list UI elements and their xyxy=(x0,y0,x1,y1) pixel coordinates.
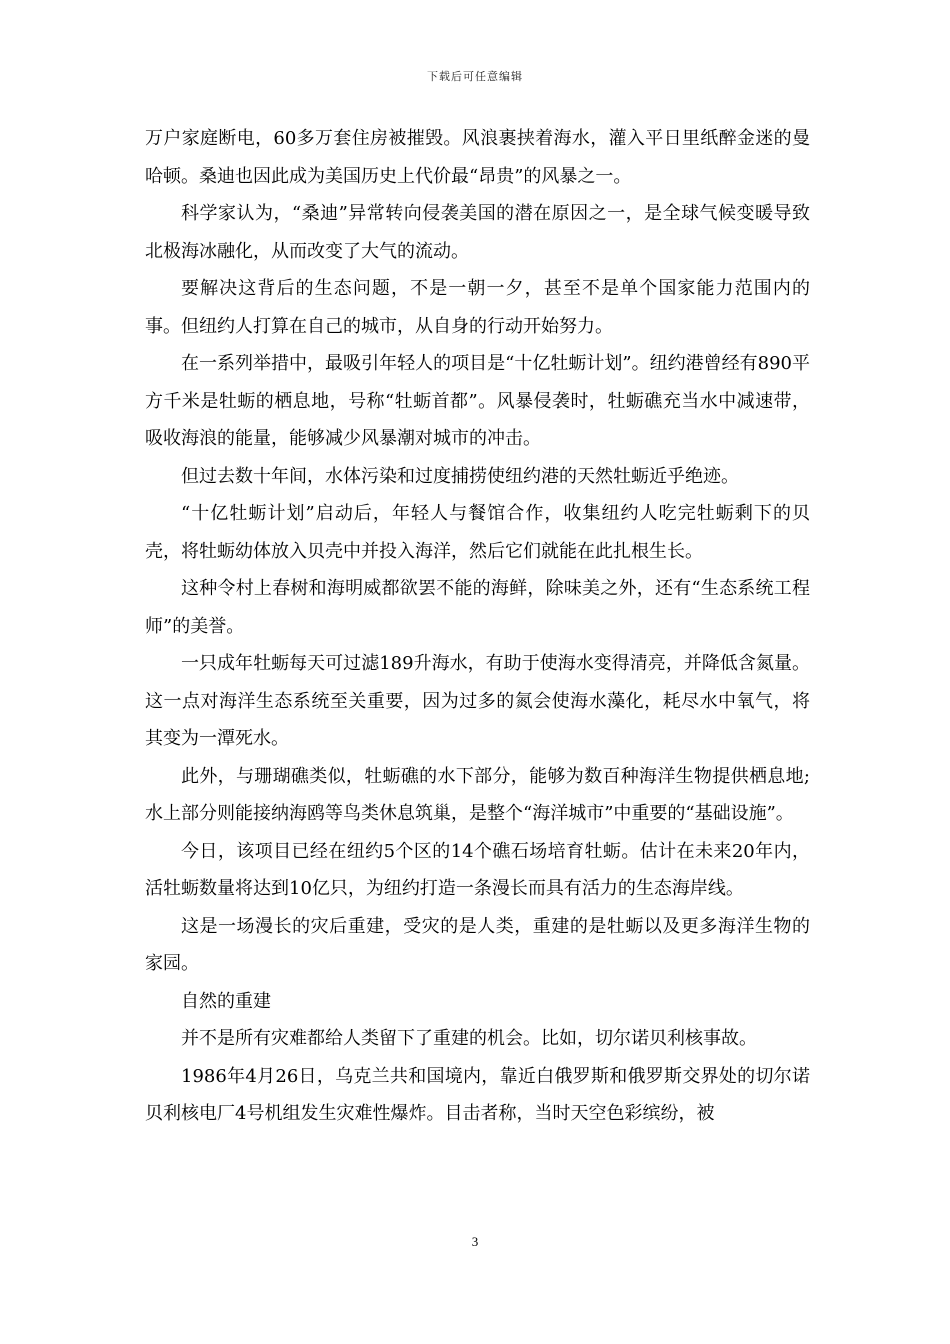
paragraph: 这是一场漫长的灾后重建，受灾的是人类，重建的是牡蛎以及更多海洋生物的家园。 xyxy=(145,915,810,974)
paragraph: 要解决这背后的生态问题，不是一朝一夕，甚至不是单个国家能力范围内的事。但纽约人打算在自己的城市，从自身的行动开始努力。 xyxy=(145,278,810,337)
section-heading: 自然的重建 xyxy=(181,990,271,1012)
paragraph: 万户家庭断电，60多万套住房被摧毁。风浪裹挟着海水，灌入平日里纸醉金迷的曼哈顿。桑迪也因此成为美国历史上代价最“昂贵”的风暴之一。 xyxy=(145,128,810,187)
body-text xyxy=(145,120,810,1133)
paragraph: 科学家认为，“桑迪”异常转向侵袭美国的潜在原因之一，是全球气候变暖导致北极海冰融化，从而改变了大气的流动。 xyxy=(145,203,810,262)
paragraph: “十亿牡蛎计划”启动后，年轻人与餐馆合作，收集纽约人吃完牡蛎剩下的贝壳，将牡蛎幼体放入贝壳中并投入海洋，然后它们就能在此扎根生长。 xyxy=(145,503,810,562)
paragraph: 在一系列举措中，最吸引年轻人的项目是“十亿牡蛎计划”。纽约港曾经有890平方千米是牡蛎的栖息地，号称“牡蛎首都”。风暴侵袭时，牡蛎礁充当水中减速带，吸收海浪的能量，能够减少风暴潮对城市的冲击。 xyxy=(145,353,810,449)
paragraph: 今日，该项目已经在纽约5个区的14个礁石场培育牡蛎。估计在未来20年内，活牡蛎数量将达到10亿只，为纽约打造一条漫长而具有活力的生态海岸线。 xyxy=(145,840,810,899)
page-number: 3 xyxy=(471,1234,479,1249)
paragraph: 并不是所有灾难都给人类留下了重建的机会。比如，切尔诺贝利核事故。 xyxy=(181,1028,757,1049)
paragraph: 但过去数十年间，水体污染和过度捕捞使纽约港的天然牡蛎近乎绝迹。 xyxy=(181,465,739,487)
paragraph: 一只成年牡蛎每天可过滤189升海水，有助于使海水变得清亮，并降低含氮量。这一点对海洋生态系统至关重要，因为过多的氮会使海水藻化，耗尽水中氧气，将其变为一潭死水。 xyxy=(145,653,810,749)
page-header: 下载后可任意编辑 xyxy=(427,70,523,83)
paragraph: 此外，与珊瑚礁类似，牡蛎礁的水下部分，能够为数百种海洋生物提供栖息地;水上部分则能接纳海鸥等鸟类休息筑巢，是整个“海洋城市”中重要的“基础设施”。 xyxy=(145,765,810,824)
paragraph: 1986年4月26日，乌克兰共和国境内，靠近白俄罗斯和俄罗斯交界处的切尔诺贝利核电厂4号机组发生灾难性爆炸。目击者称，当时天空色彩缤纷，被 xyxy=(145,1065,810,1124)
paragraph: 这种令村上春树和海明威都欲罢不能的海鲜，除味美之外，还有“生态系统工程师”的美誉。 xyxy=(145,578,810,637)
